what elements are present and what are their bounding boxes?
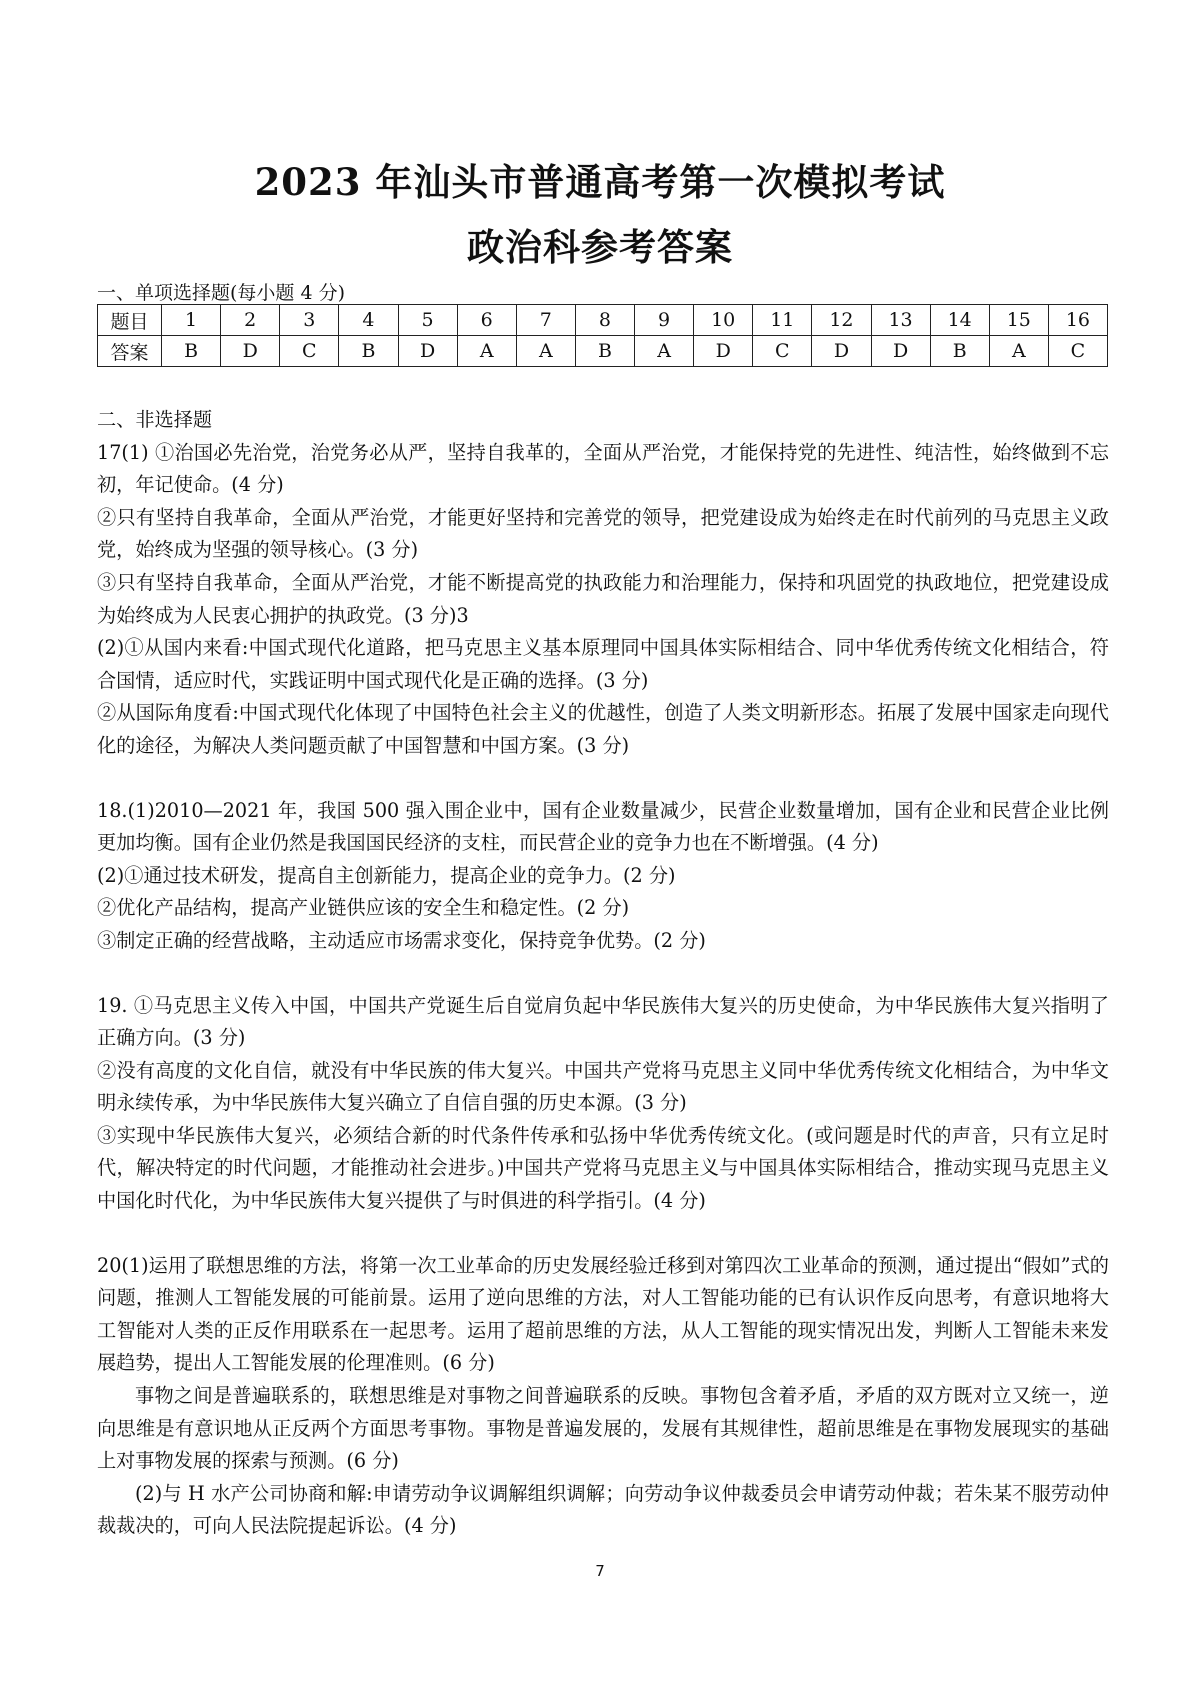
question-number: 3: [280, 305, 339, 336]
q18-paragraph: ②优化产品结构，提高产业链供应该的安全生和稳定性。(2 分): [97, 896, 630, 920]
question-number: 13: [871, 305, 930, 336]
spacer: [97, 763, 1109, 795]
question-number: 12: [812, 305, 871, 336]
question-number: 1: [162, 305, 221, 336]
q17-paragraph: 17(1) ①治国必先治党，治党务必从严，坚持自我革的，全面从严治党，才能保持党的先进性、纯洁性，始终做到不忘初，年记使命。(4 分): [97, 440, 1109, 497]
answer-letter: B: [162, 336, 221, 367]
answer-letter: D: [694, 336, 753, 367]
q18-paragraph: 18.(1)2010—2021 年，我国 500 强入围企业中，国有企业数量减少，民营企业数量增加，国有企业和民营企业比例更加均衡。国有企业仍然是我国国民经济的支柱，而民营企业的竞争力也在不断增强。(4 分): [97, 798, 1109, 855]
answer-letter: C: [1048, 336, 1107, 367]
answer-letter: A: [457, 336, 516, 367]
q20-paragraph: 20(1)运用了联想思维的方法，将第一次工业革命的历史发展经验迁移到对第四次工业革命的预测，通过提出“假如”式的问题，推测人工智能发展的可能前景。运用了逆向思维的方法，对人工智能功能的已有认识作反向思考，有意识地将大工智能对人类的正反作用联系在一起思考。运用了超前思维的方法，从人工智能的现实情况出发，判断人工智能未来发展趋势，提出人工智能发展的伦理准则。(6 分): [97, 1253, 1109, 1375]
q17-paragraph: ②从国际角度看:中国式现代化体现了中国特色社会主义的优越性，创造了人类文明新形态。拓展了发展中国家走向现代化的途径，为解决人类问题贡献了中国智慧和中国方案。(3 分): [97, 701, 1109, 757]
q17-paragraph: ③只有坚持自我革命，全面从严治党，才能不断提高党的执政能力和治理能力，保持和巩固党的执政地位，把党建设成为始终成为人民衷心拥护的执政党。(3 分)3: [97, 570, 1109, 627]
row-label-question: 题目: [98, 305, 162, 336]
question-number: 9: [635, 305, 694, 336]
q20-paragraph: 事物之间是普遍联系的，联想思维是对事物之间普遍联系的反映。事物包含着矛盾，矛盾的双方既对立又统一，逆向思维是有意识地从正反两个方面思考事物。事物是普遍发展的，发展有其规律性，超前思维是在事物发展现实的基础上对事物发展的探索与预测。(6 分): [97, 1384, 1109, 1473]
section-1-heading: 一、单项选择题(每小题 4 分): [97, 282, 345, 304]
section-2-heading: 二、非选择题: [97, 408, 213, 431]
q19-paragraph: ②没有高度的文化自信，就没有中华民族的伟大复兴。中国共产党将马克思主义同中华优秀传统文化相结合，为中华文明永续传承，为中华民族伟大复兴确立了自信自强的历史本源。(3 分): [97, 1058, 1109, 1115]
answer-letter: B: [339, 336, 398, 367]
spacer: [97, 958, 1109, 990]
question-number: 14: [930, 305, 989, 336]
answer-letter: D: [221, 336, 280, 367]
question-number-row: [98, 305, 1108, 336]
question-number: 10: [694, 305, 753, 336]
exam-title: 2023 年汕头市普通高考第一次模拟考试: [254, 160, 946, 204]
answer-letter: C: [280, 336, 339, 367]
answer-row: [98, 336, 1108, 367]
multiple-choice-answer-table: [97, 304, 1108, 367]
spacer: [97, 1218, 1109, 1250]
question-number: 7: [516, 305, 575, 336]
answer-letter: D: [871, 336, 930, 367]
open-questions-body: [97, 404, 1109, 1543]
answer-letter: D: [398, 336, 457, 367]
question-number: 5: [398, 305, 457, 336]
q18-paragraph: ③制定正确的经营战略，主动适应市场需求变化，保持竞争优势。(2 分): [97, 928, 706, 952]
answer-letter: B: [575, 336, 634, 367]
q17-paragraph: (2)①从国内来看:中国式现代化道路，把马克思主义基本原理同中国具体实际相结合、同中华优秀传统文化相结合，符合国情，适应时代，实践证明中国式现代化是正确的选择。(3 分): [97, 636, 1109, 692]
q19-paragraph: ③实现中华民族伟大复兴，必须结合新的时代条件传承和弘扬中华优秀传统文化。(或问题是时代的声音，只有立足时代，解决特定的时代问题，才能推动社会进步。)中国共产党将马克思主义与中国具体实际相结合，推动实现马克思主义中国化时代化，为中华民族伟大复兴提供了与时俱进的科学指引。(4 分): [97, 1123, 1109, 1213]
question-number: 15: [989, 305, 1048, 336]
answer-letter: D: [812, 336, 871, 367]
answer-letter: A: [989, 336, 1048, 367]
question-number: 4: [339, 305, 398, 336]
q19-paragraph: 19. ①马克思主义传入中国，中国共产党诞生后自觉肩负起中华民族伟大复兴的历史使命，为中华民族伟大复兴指明了正确方向。(3 分): [97, 993, 1109, 1050]
answer-letter: C: [753, 336, 812, 367]
question-number: 11: [753, 305, 812, 336]
answer-letter: B: [930, 336, 989, 367]
answer-letter: A: [635, 336, 694, 367]
page-number: 7: [595, 1562, 605, 1580]
question-number: 16: [1048, 305, 1107, 336]
question-number: 6: [457, 305, 516, 336]
q17-paragraph: ②只有坚持自我革命，全面从严治党，才能更好坚持和完善党的领导，把党建设成为始终走在时代前列的马克思主义政党，始终成为坚强的领导核心。(3 分): [97, 505, 1109, 562]
question-number: 2: [221, 305, 280, 336]
exam-subtitle: 政治科参考答案: [467, 225, 733, 269]
question-number: 8: [575, 305, 634, 336]
row-label-answer: 答案: [98, 336, 162, 367]
q18-paragraph: (2)①通过技术研发，提高自主创新能力，提高企业的竞争力。(2 分): [97, 863, 676, 887]
q20-paragraph: (2)与 H 水产公司协商和解:申请劳动争议调解组织调解；向劳动争议仲裁委员会申请劳动仲裁；若朱某不服劳动仲裁裁决的，可向人民法院提起诉讼。(4 分): [97, 1481, 1109, 1538]
answer-letter: A: [516, 336, 575, 367]
